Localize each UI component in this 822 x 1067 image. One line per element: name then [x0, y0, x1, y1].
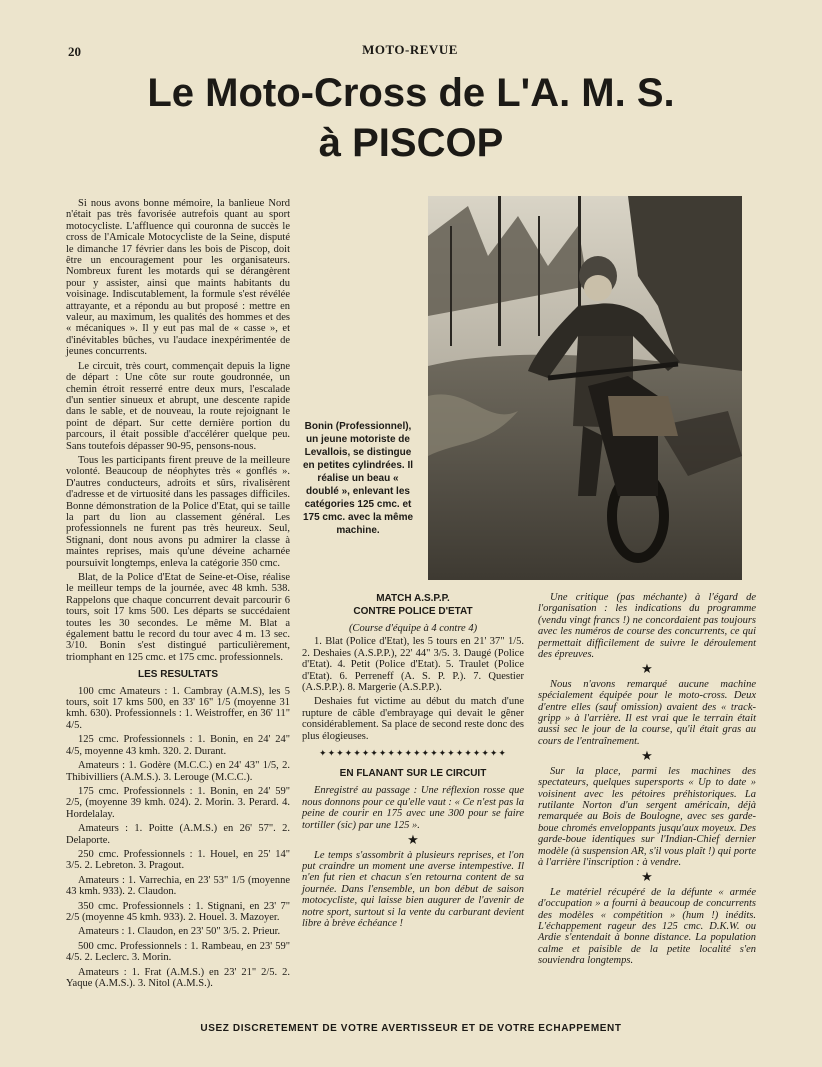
footer-slogan: USEZ DISCRETEMENT DE VOTRE AVERTISSEUR ET DE VOTRE ECHAPPEMENT: [200, 1023, 622, 1034]
match-title-line-2: CONTRE POLICE D'ETAT: [353, 606, 473, 617]
paragraph: Tous les participants firent preuve de la meilleure volonté. Beaucoup de néophytes très « gonflés ». D'autres conducteurs, adroits et sûrs, rivalisèrent d'adresse et de virtuosité dans les passages difficiles. Bonne démonstration de la Police d'Etat, qui se taille la part du lion au classement général. Les professionnels ne furent pas très heureux. Seul, Stignani, dont nous avons pu admirer la classe à maintes reprises, mais qu'une déveine acharnée poursuivit longtemps, enleva la catégorie 350 cmc.: [66, 454, 290, 569]
paragraph: Sur la place, parmi les machines des spectateurs, quelques supersports « Up to date » voisinent avec les pétoires préhistoriques. La rutilante Norton d'un sergent américain, déjà remarquée au Bois de Boulogne, avec ses garde-boue chromés enveloppants jusqu'aux moyeux. Des garde-boue identiques sur l'Indian-Chief dernier modèle (à suspension AR, s'il vous plaît !) qui porte à l'arrière l'inscription : à vendre.: [538, 765, 756, 868]
result-line: Amateurs : 1. Varrechia, en 23' 53" 1/5 (moyenne 43 kmh. 933). 2. Claudon.: [66, 874, 290, 898]
star-separator: ★: [407, 832, 419, 848]
title-line-1: Le Moto-Cross de L'A. M. S.: [147, 71, 675, 115]
flanant-heading: EN FLANANT SUR LE CIRCUIT: [339, 768, 487, 780]
column-1: [66, 198, 290, 992]
star-separator: ★: [641, 661, 653, 677]
match-heading: [302, 592, 524, 618]
result-line: Amateurs : 1. Frat (A.M.S.) en 23' 21" 2/5. 2. Yaque (A.M.S.). 3. Nitol (A.M.S.).: [66, 966, 290, 989]
results-heading: LES RESULTATS: [138, 669, 218, 681]
result-line: Amateurs : 1. Godère (M.C.C.) en 24' 43" 1/5, 2. Thibivilliers (A.M.S.). 3. Lerouge (M.C.C.).: [66, 760, 290, 783]
result-line: 175 cmc. Professionnels : 1. Bonin, en 24' 59" 2/5, (moyenne 39 kmh. 024). 2. Morin. 3. Perard. 4. Hordelalay.: [66, 785, 290, 820]
column-2: [302, 592, 524, 932]
paragraph: Blat, de la Police d'Etat de Seine-et-Oise, réalise le meilleur temps de la journée, avec 48 kmh. 538. Rappelons que chaque concurrent devait parcourir 6 tours, soit 17 kms 500. Les départs se succédaient toutes les 30 secondes. Le même M. Blat a également battu le record du tour avec 4 m. 13 sec. 3/10. Bonin s'est distingué particulièrement, triomphant en 125 cmc. et 175 cmc. professionnels.: [66, 572, 290, 663]
result-line: Amateurs : 1. Poitte (A.M.S.) en 26' 57". 2. Delaporte.: [66, 823, 290, 846]
star-separator: ★: [641, 869, 653, 885]
paragraph: Le circuit, très court, commençait depuis la ligne de départ : Une côte sur route goudronnée, un chemin étroit resserré entre deux murs, l'escalade d'un sentier sinueux et abrupt, une descente rapide dans le sable, et de nouveau, la route rejoignant le point de départ. Sur cette dernière portion du parcours, il était possible d'accélérer quelque peu. Sans toutefois dépasser 90-95, pensons-nous.: [66, 360, 290, 452]
column-3: [538, 592, 756, 970]
paragraph: Si nous avons bonne mémoire, la banlieue Nord n'était pas très favorisée autrefois quant au sport motocycliste. L'affluence qui couronna de succès le cross de l'Amicale Motocycliste de la Seine, disputé le dimanche 17 février dans les bois de Piscop, doit être un encouragement pour les organisateurs. Nombreux furent les motards qui se dérangèrent pour y assister, ainsi que maints habitants du voisinage. Indiscutablement, la formule s'est révélée attrayante, et a répondu au but proposé : mettre en valeur, au maximum, les qualités des hommes et des « mécaniques ». Il y eut pas mal de « casse », et d'inévitables bûches, vu l'audace inexpérimentée de jeunes concurrents.: [66, 198, 290, 358]
motocross-photo: [428, 196, 742, 580]
star-separator: ★: [641, 748, 653, 764]
match-subtitle: (Course d'équipe à 4 contre 4): [348, 623, 478, 634]
match-results: 1. Blat (Police d'Etat), les 5 tours en 21' 37" 1/5. 2. Deshaies (A.S.P.P.), 22' 44" 3/5. 3. Daugé (Police d'Etat). 4. Petit (Police d'Etat). 5. Traulet (Police d'Etat). 6. Perreneff (A. S. P. P.). 7. Questier (A.S.P.P.). 8. Margerie (A.S.P.P.).: [302, 636, 524, 694]
result-line: 500 cmc. Professionnels : 1. Rambeau, en 23' 59" 4/5. 2. Leclerc. 3. Morin.: [66, 940, 290, 964]
paragraph: Le temps s'assombrit à plusieurs reprises, et l'on put craindre un moment une averse intempestive. Il n'en fut rien et chacun s'en retourna content de sa journée. Dans l'ensemble, un bon début de saison motocycliste, qui laisse bien augurer de l'avenir de notre sport, surtout si la vente du carburant devient libre à brève échéance !: [302, 849, 524, 929]
result-line: Amateurs : 1. Claudon, en 23' 50" 3/5. 2. Prieur.: [78, 926, 281, 938]
ornamental-rule: ✦✦✦✦✦✦✦✦✦✦✦✦✦✦✦✦✦✦✦✦✦✦: [319, 748, 507, 759]
result-line: 350 cmc. Professionnels : 1. Stignani, en 23' 7" 2/5 (moyenne 45 kmh. 933). 2. Houel. 3. Mazoyer.: [66, 900, 290, 923]
match-title-line-1: MATCH A.S.P.P.: [376, 593, 450, 604]
result-line: 125 cmc. Professionnels : 1. Bonin, en 24' 24" 4/5, moyenne 43 kmh. 320. 2. Durant.: [66, 734, 290, 757]
title-line-2: à PISCOP: [318, 121, 504, 165]
rider-photo-illustration: [428, 196, 742, 580]
magazine-name: MOTO-REVUE: [362, 42, 458, 57]
paragraph: Nous n'avons remarqué aucune machine spécialement équipée pour le moto-cross. Deux d'entre elles (sauf omission) avaient des « track-gripp » à l'arrière. Il est vrai que le terrain était aussi sec le jour de la course, qu'il était gras au cours de l'entraînement.: [538, 678, 756, 747]
paragraph: Le matériel récupéré de la défunte « armée d'occupation » a fourni à beaucoup de concurrents des modèles « compétition » (hum !) inédits. L'échappement rageur des 125 cmc. D.K.W. ou Ardie s'entendait à bonne distance. La population calme et paisible de la petite localité s'en souviendra longtemps.: [538, 886, 756, 967]
page-number: 20: [68, 44, 81, 59]
paragraph: Une critique (pas méchante) à l'égard de l'organisation : les indications du programme (vendu vingt francs !) ne concordaient pas toujours avec les numéros de course des concurrents, ce qui permettait difficilement de suivre le déroulement des épreuves.: [538, 592, 756, 661]
match-note: Deshaies fut victime au début du match d'une rupture de câble d'embrayage qui devait le gêner considérablement. Sa place de second reste donc des plus élogieuses.: [302, 696, 524, 742]
article-title: [40, 68, 782, 168]
paragraph: Enregistré au passage : Une réflexion rosse que nous donnons pour ce qu'elle vaut : « Ce n'est pas la peine de courir en 175 avec une 300 pour se faire tortiller (sic) par une 125 ».: [302, 785, 524, 831]
result-line: 100 cmc Amateurs : 1. Cambray (A.M.S), les 5 tours, soit 17 kms 500, en 33' 16" 1/5 (moyenne 31 kmh. 630). Professionnels : 1. Weistroffer, en 36' 11" 4/5.: [66, 685, 290, 731]
result-line: 250 cmc. Professionnels : 1. Houel, en 25' 14" 3/5. 2. Lebreton. 3. Pragout.: [66, 848, 290, 872]
photo-caption: Bonin (Professionnel), un jeune motoriste de Levallois, se distingue en petites cylindrées. Il réalise un beau « doublé », enlevant les catégories 125 cmc. et 175 cmc. avec la même machine.: [302, 421, 414, 536]
